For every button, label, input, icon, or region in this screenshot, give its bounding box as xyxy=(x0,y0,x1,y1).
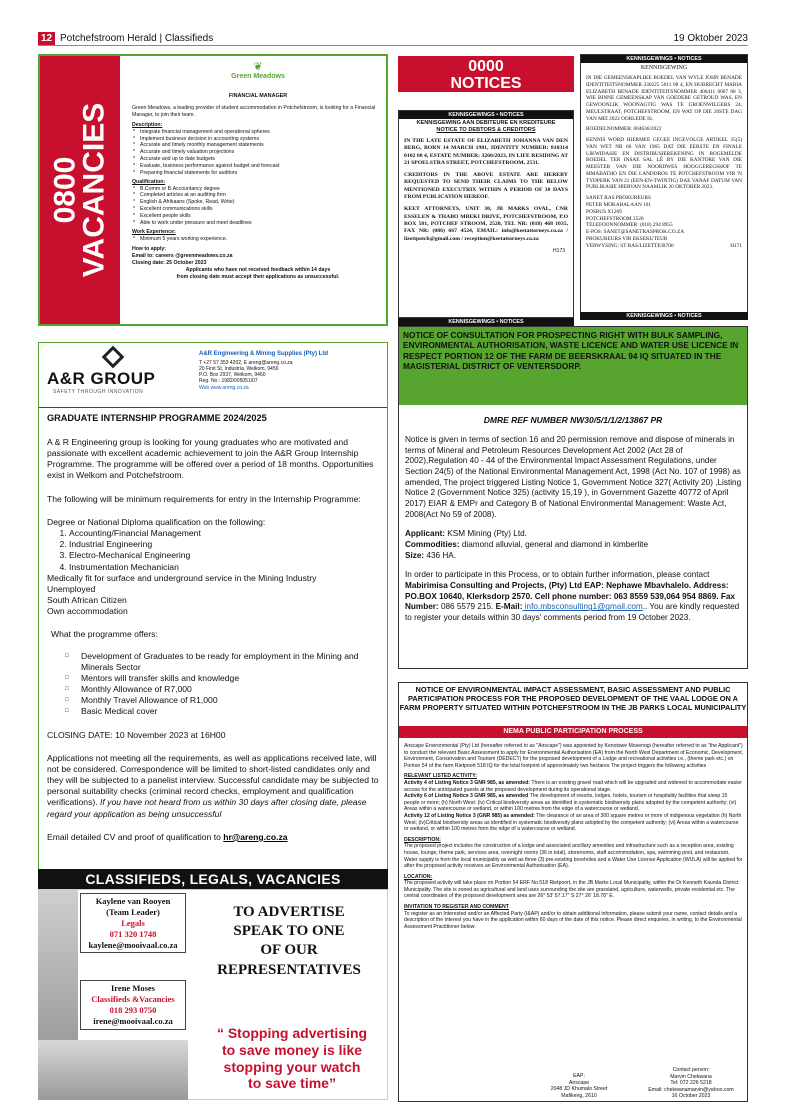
activity: Activity 12 of Listing Notice 3 (GNR 985) as amended: The clearance of an area of 300 square metres or more of indigenous vegetation (h) North West; (iv)Critical biodiversity areas as identified in systematic biodiversity plans adopted by the competent authority; (vi) Areas within a watercourse or wetland, or within 100 metres from the edge of a watercourse or wetland. xyxy=(404,812,742,833)
list-item: * B.Comm or B.Accountancy degree xyxy=(132,186,384,193)
vacancies-banner xyxy=(40,56,120,324)
description-heading: Description: xyxy=(132,121,163,128)
signature-line: PETER MOKABALAAN 101 xyxy=(586,202,652,209)
publication-name: Potchefstroom Herald | Classifieds xyxy=(60,33,214,44)
description-list xyxy=(132,129,384,177)
list-item: * Minimum 5 years working experience. xyxy=(132,236,384,243)
experience-heading: Work Experience: xyxy=(132,228,176,235)
paragraph: Applications not meeting all the requirements, as well as applications received late, will not be considered. Correspondence will be limited to short-listed candidates only and they will be subjected to a panelist interview. Successful candidate may be subjected to personal suitability checks (criminal record checks, employment and qualification verifications). If you have not heard from us within 30 days after closing date, please regard your application as being unsuccessful xyxy=(47,752,379,819)
dmre-reference: DMRE REF NUMBER NW30/5/1/1/2/13867 PR xyxy=(483,415,663,425)
notice-ref: H171 xyxy=(730,242,742,249)
page-header xyxy=(38,32,748,46)
signature-line: SANET RAS PROKUREURS xyxy=(586,195,651,202)
contact-email[interactable]: Email: chekwanamarvin@yahoo.com xyxy=(648,1086,734,1093)
participation-paragraph: In order to participate in this Process, or to obtain further information, please contact Mabirimisa Consulting and Projects, (Pty) Ltd EAP: Nephawe Mbavhalelo. Address: PO.BOX 10640, Klerksdorp 2570. Cell phone number: 063 8559 539,064 954 8869. Fax Number: 086 5579 215. E-Mail: info.mbsconsulting1@gmail.com.. You are kindly requested to register your details within 30 days' comments period from 19 October 2023. xyxy=(405,570,740,622)
apply-email[interactable]: Email to: careers @greenmeadows.co.za xyxy=(132,253,233,260)
notice-title-english: NOTICE TO DEBTORS & CREDITORS xyxy=(436,127,536,133)
paragraph: A & R Engineering group is looking for young graduates who are motivated and passionate with excellent academic achievement to join the A&R Group Internship Programme. The programme will be offered over a period of 18 months. Opportunities exist in Welkom and Potchefstroom. xyxy=(47,436,374,481)
paragraph: The proposed activity will take place on Portion 54 ERF No.518 Rietpoort, in the JB Marks Local Municipality, within the Dr Kenneth Kaunda District Municipality. The site is zoned as agricultural and land uses surrounding the site are grassland, agriculture, waterwells, private residential etc. The central coordinates of the proposed development area are 26° 53' 57.17" S 27° 26' 18.78" E. xyxy=(404,880,739,900)
notice-paragraph: CREDITORS IN THE ABOVE ESTATE ARE HEREBY REQUESTED TO SEND THEIR CLAIMS TO THE BELOW MENTIONED EXECUTRIX WITHIN A PERIOD OF 30 DAYS FROM PUBLICATION HEREOF. xyxy=(404,172,568,201)
nema-notice xyxy=(398,682,748,1102)
vacancies-word: VACANCIES xyxy=(77,102,110,278)
company-website[interactable]: Web www.areng.co.za xyxy=(199,384,249,391)
notice-title-afrikaans: KENNISGEWING AAN DEBITEURE EN KREDITEURE xyxy=(416,120,556,126)
requirements: Medically fit for surface and underground service in the Mining Industry Unemployed South African Citizen Own accommodation xyxy=(47,572,317,617)
list-item: □ Monthly Allowance of R7,000 xyxy=(65,684,383,695)
section-heading: INVITATION TO REGISTER AND COMMENT xyxy=(404,904,509,911)
notices-bar: KENNISGEWINGS • NOTICES xyxy=(580,312,748,320)
notices-header: 0000 NOTICES xyxy=(398,56,574,92)
list-item: □ Monthly Travel Allowance of R1,000 xyxy=(65,695,383,706)
closing-date: CLOSING DATE: 10 November 2023 at 16H00 xyxy=(47,729,226,740)
contact-card-legals: Kaylene van Rooyen (Team Leader) Legals 071 320 1748 kaylene@mooivaal.co.za xyxy=(80,893,186,953)
position-title: FINANCIAL MANAGER xyxy=(228,93,288,99)
list-item: * Excellent people skills xyxy=(132,213,384,220)
ar-company-details: A&R Engineering & Mining Supplies (Pty) Ltd T +27 57 353 4202, E areng@areng.co.za 20 First St, Industria, Welkom, 9459 P.O. Box 2937, Welkom, 9460 Reg. No.: 1982/005051/07 Web www.areng.co.za xyxy=(199,351,385,391)
list-item: 4. Instrumentation Mechanician xyxy=(69,562,383,573)
paragraph: The proposed project includes the construction of a lodge and associated ancillary amenities and infrastructure such as a reception area, existing house, lounge, theme park, services area, overnight rooms (36 in total), storerooms, staff accommodation, spa, swimming pool, and restaurant. Water supply is from the local municipality as well as three (3) pre-existing boreholes and a Water Use License Application (WULA) will be applied for after the proposed activity receives an Environmental Authorisation (EA). xyxy=(404,843,743,870)
vacancies-number: 0800 xyxy=(48,156,82,224)
notice-paragraph: KEET ATTORNEYS, UNIT 30, JB MARKS OVAL, CNR ESSELEN & THABO MBEKI DRIVE, POTCHEFSTROOM, P.O BOX 581, POTCHEF STROOM, 2520, TEL NR: (018) 468 1035, FAX NR: (086) 667 4524, EMAIL: info@keetattorneys.co.za / lizettpotch@gmail.com / reception@keetattorneys.co.za xyxy=(404,206,568,242)
kennisgewing-notice xyxy=(580,54,748,320)
notice-paragraph: IN THE LATE ESTATE OF ELIZABETH JOHANNA VAN DEN BERG, BORN 14 MARCH 1981, IDENTITY NUMBER: 810314 0102 08 4, ESTATE NUMBER: 3260/2023, IN LIFE RESIDING AT 21 SPOELSTRA STREET, POTCHEFSTROOM, 2531. xyxy=(404,138,568,166)
notice-paragraph: BOEDELNOMMER: 004636/2022 xyxy=(586,126,662,133)
notice-title: KENNISGEWING xyxy=(640,65,688,71)
offers-heading: What the programme offers: xyxy=(51,629,158,640)
contact-email[interactable]: kaylene@mooivaal.co.za xyxy=(88,939,178,950)
notices-bar: KENNISGEWINGS • NOTICES xyxy=(581,55,747,63)
hr-email-link[interactable]: hr@areng.co.za xyxy=(223,831,288,842)
feedback-note-2: from closing date must accept their applications as unsuccessful. xyxy=(176,273,340,280)
list-item: * Integrate financial management and operational spheres xyxy=(132,129,384,136)
leaf-icon: ❦ xyxy=(253,61,263,73)
ar-body xyxy=(47,413,383,855)
list-item: * Accurate and timely monthly management statements xyxy=(132,142,384,149)
paragraph: Notice is given in terms of section 16 and 20 permission remove and dispose of minerals in terms of Mineral and Petroleum Resources Development Act 2002 (Act 28 of 2002),Regulation 40 - 44 of the Environmental Impact Assessment Regulations, under Section 24(5) of the National Environmental Management Act, 1998 (Act No. 107 of 1998) as amended, The project triggered Listing Notice 1, Government Notice 327( Activity 20) ,Listing Notice 2 (Government Notice 325) (activity 15,19 ), in Government Gazette 40772 of April 2017) EIAR & EMPr and Category B of National Environmental Management: Waste Act, 2008(Act No 59 of 2008). xyxy=(405,435,742,519)
list-item: * Completed articles at an auditing firm xyxy=(132,192,384,199)
advertising-slogan: “ Stopping advertising to save money is like stopping your watch to save time” xyxy=(216,1025,368,1092)
paragraph: Airscape Environmental (Pty) Ltd (hereafter referred to as "Airscape") was appointed by Kenotswe Mosenogi (hereafter referred to as "the Applicant") to conduct the relevant Basic Assessment to apply for Environmental Authorisation (EA) from the North West Department of Economic, Development, Environment, Conservation and Tourism (DEDECT) for the proposed development of a Lodge and recreational activities i.e., (theme park etc.) on Portion 54 of the farm Rietpoort 518 IQ for the total footprint of approximately two hectares The project triggers the following activities xyxy=(404,743,744,769)
list-item: * Excellent communications skills xyxy=(132,206,384,213)
signature-line: TELEFOONNOMMER: (018) 294 8955 xyxy=(586,222,673,229)
activity: Activity 6 of Listing Notice 3 GNR 985, as amended The development of resorts, lodges, hotels, tourism or hospitality facilities that sleep 15 people or more; (h) North West: (iv) Critical biodiversity areas as identified in systematic biodiversity plans adopted by the competent authority; (vi) Areas within a watercourse or wetland, or within 100 metres from the edge of a watercourse or wetland. xyxy=(404,793,737,813)
notice-paragraph: IN DIE GEMEENSKAPLIKE BOEDEL VAN WYLE JOHN BENADE IDENTITEITSNOMMER 330225 5011 08 4, EN HUBRECHT MARIA ELIZABETH BENADE IDENTITEITSNOMMER 400411 0007 08 3, WIE BINNE GEMEENSKAP VAN GOEDERE GETROUD WAS, EN GEWOONLIK WOONAGTIG WAS TE GROENWILGERS 24, MEULSTRAAT, POTCHEFSTROOM, EN WAT OP DIE 20STE DAG VAN MEI 2022 OORLEDE IS. xyxy=(586,75,742,122)
feedback-note-1: Applicants who have not received feedback within 14 days xyxy=(185,267,331,274)
vacancy-intro: Green Meadows, a leading provider of student accommodation in Potchefstroom, is looking for a Financial Manager, to join their team. xyxy=(132,105,376,118)
list-item: * English & Afrikaans (Spoke, Read, Write) xyxy=(132,199,384,206)
list-item: * Accurate and timely valuation projections xyxy=(132,149,384,156)
list-item: 2. Industrial Engineering xyxy=(69,539,383,550)
notice-paragraph: KENNIS WORD HIERMEE GEGEE INGEVOLGE ARTIKEL 35(5) VAN WET NR 66 VAN 1965 DAT DIE EERSTE EN FINALE LIKWIDASIE EN DISTRIBUSIEREKENING IN BOGEMELDE BOEDEL TER INSAE SAL LÊ BY DIE KANTORE VAN DIE MEESTER VAN DIE NOORDWES HOOGGEREGSHOF TE MMABATHO EN DIE LANDDROS TE POTCHEFSTROOM VIR 'N TYDPERK VAN 21 (EEN-EN-TWINTIG) DAE VANAF DATUM VAN PUBLIKASIE HIERVAN NAAMLIK 20 OKTOBER 2023. xyxy=(586,137,742,191)
nema-bar: NEMA PUBLIC PARTICIPATION PROCESS xyxy=(399,726,747,738)
debtors-notice xyxy=(398,110,574,318)
section-heading: RELEVANT LISTED ACTIVITY: xyxy=(404,773,478,780)
signature-line: PROKUREURS VIR EKSEKUTEUR xyxy=(586,235,668,242)
list-item: * Implement business decision in accounting systems xyxy=(132,136,384,143)
email-instruction: Email detailed CV and proof of qualification to hr@areng.co.za xyxy=(47,831,288,842)
qualification-list xyxy=(69,528,383,573)
activity: Activity 4 of Listing Notice 3 GNR 985, as amended: There is an existing gravel road which will be upgraded and widened to accommodate easier access for the anticipated guests at the proposed development during its operational stage. xyxy=(404,779,742,793)
closing-date: Closing date: 25 October 2023 xyxy=(132,260,207,267)
consultation-body xyxy=(405,435,743,633)
paragraph: Degree or National Diploma qualification on the following: xyxy=(47,516,266,527)
commodities-line: Commodities: diamond alluvial, general and diamond in kimberlite xyxy=(405,539,649,549)
apply-heading: How to apply: xyxy=(132,246,167,253)
signature-line: POTCHEFSTROOM 2520 xyxy=(586,215,644,222)
advertise-text: TO ADVERTISE SPEAK TO ONE OF OUR REPRESENTATIVES xyxy=(217,904,361,978)
signature-line: POSBUS X1269 xyxy=(586,208,622,215)
newspaper-photo xyxy=(38,1040,188,1100)
vacancy-body xyxy=(132,60,384,281)
list-item: 1. Accounting/Financial Management xyxy=(69,528,383,539)
green-meadows-logo: ❦ Green Meadows xyxy=(228,62,288,92)
nema-body xyxy=(404,743,744,934)
experience-list xyxy=(132,236,384,243)
notices-bar: KENNISGEWINGS • NOTICES xyxy=(398,318,574,326)
section-heading: LOCATION: xyxy=(404,873,433,880)
vacancy-advert xyxy=(38,54,388,326)
consultation-heading: NOTICE OF CONSULTATION FOR PROSPECTING RIGHT WITH BULK SAMPLING, ENVIRONMENTAL AUTHORISATION, WASTE LICENCE AND WATER USE LICENCE IN RESPECT PORTION 12 OF THE FARM DE BEERSKRAAL 94 IQ SITUATED IN THE MAGISTERIAL DISTRICT OF VENTERSDORP. xyxy=(399,327,747,405)
consultant-email-link[interactable]: info.mbsconsulting1@gmail.com xyxy=(522,602,643,612)
list-item: □ Mentors will transfer skills and knowledge xyxy=(65,673,383,684)
list-item: * Preparing financial statements for auditors xyxy=(132,170,384,177)
applicant-line: Applicant: KSM Mining (Pty) Ltd. xyxy=(405,529,527,539)
contact-email[interactable]: irene@mooivaal.co.za xyxy=(93,1015,173,1026)
internship-title: GRADUATE INTERNSHIP PROGRAMME 2024/2025 xyxy=(47,413,267,423)
list-item: □ Development of Graduates to be ready for employment in the Mining and Minerals Sector xyxy=(65,651,383,673)
list-item: □ Basic Medical cover xyxy=(65,706,383,717)
list-item: * Accurate and up to date budgets xyxy=(132,156,384,163)
notices-bar: KENNISGEWINGS • NOTICES xyxy=(399,111,573,119)
classifieds-header: CLASSIFIEDS, LEGALS, VACANCIES xyxy=(38,869,388,889)
size-line: Size: 436 HA. xyxy=(405,550,456,560)
ar-group-logo: A&R GROUP SAFETY THROUGH INNOVATION xyxy=(47,349,177,399)
divider xyxy=(39,407,387,408)
paragraph: To register as an Interested and/or an Affected Party (I&AP) and/or to obtain additional information, please submit your name, contact details and a description of the interest you have in the application within 60 days of the date of this notice. Please direct enquiries, in writing, to the Environmental Assessment Practitioner below: xyxy=(404,910,742,930)
list-item: 3. Electro-Mechanical Engineering xyxy=(69,550,383,561)
list-item: * Able to work under pressure and meet deadlines xyxy=(132,220,384,227)
list-item: * Evaluate, business performance against budget and forecast xyxy=(132,163,384,170)
eap-contact: Contact person: Marvin Chekwana Tel: 072 226 5218 Email: chekwanamarvin@yahoo.com 16 October 2023 xyxy=(639,1067,743,1100)
diamond-icon xyxy=(102,346,125,369)
publication-date: 19 Oktober 2023 xyxy=(673,33,748,44)
qualification-list xyxy=(132,186,384,227)
notice-ref: H173 xyxy=(553,247,565,254)
eap-address: EAP: Airscape 2048 JD Khumalo Street Mafikeng, 2610 xyxy=(550,1073,608,1099)
contact-card-classifieds: Irene Moses Classifieds &Vacancies 018 293 0750 irene@mooivaal.co.za xyxy=(80,980,186,1030)
nema-title: NOTICE OF ENVIRONMENTAL IMPACT ASSESSMENT, BASIC ASSESSMENT AND PUBLIC PARTICIPATION PROCESS FOR THE PROPOSED DEVELOPMENT OF THE VAAL LODGE ON A FARM PROPERTY SITUATED WITHIN POTCHEFSTROOM IN THE JB PARKS LOCAL MUNICIPALITY xyxy=(399,685,747,713)
page-number: 12 xyxy=(38,32,55,45)
paragraph: The following will be minimum requirements for entry in the Internship Programme: xyxy=(47,493,361,504)
offers-list xyxy=(65,651,383,718)
consultation-notice xyxy=(398,326,748,669)
qualification-heading: Qualification: xyxy=(132,178,166,185)
company-name: A&R Engineering & Mining Supplies (Pty) Ltd xyxy=(199,351,328,357)
section-heading: DESCRIPTION: xyxy=(404,836,441,843)
signature-line: VERWYSING: ST RAS/LIZETTE/B700 xyxy=(586,242,674,249)
signature-line: E-POS: SANET@SANETRASPROK.CO.ZA xyxy=(586,229,685,236)
